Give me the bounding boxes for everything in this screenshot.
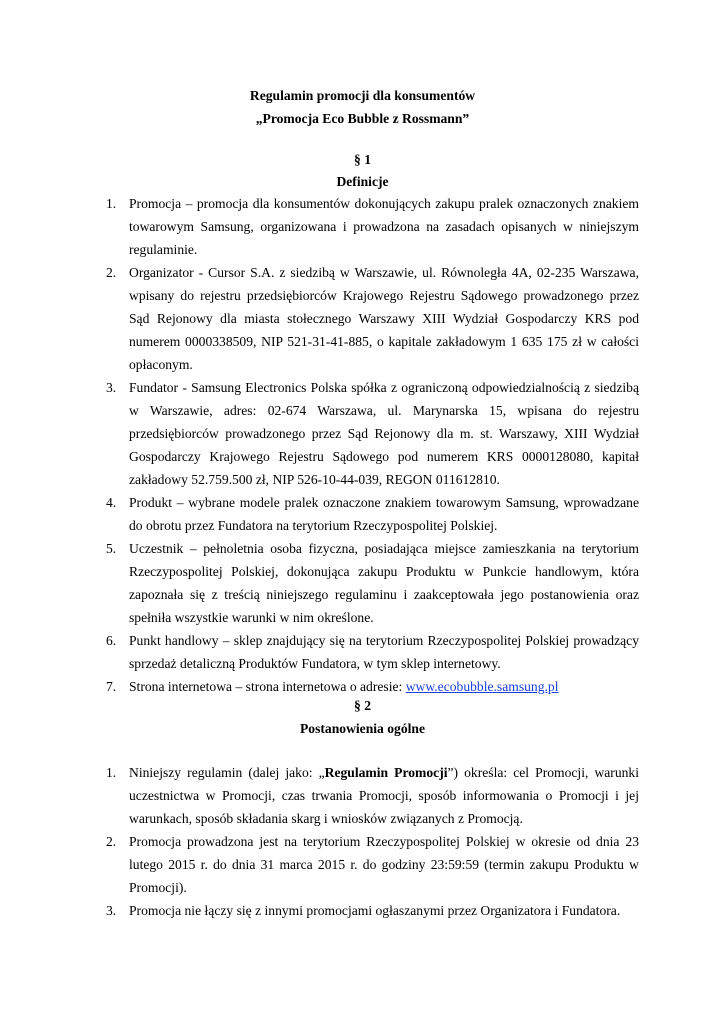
item-number: 3. — [106, 380, 117, 395]
list-item — [0, 537, 639, 629]
section-2-number: § 2 — [354, 698, 371, 713]
general-provisions-list — [0, 761, 725, 922]
item-text: ”) określa: cel Promocji, warunki uczestnictwa w Promocji, czas trwania Promocji, sposób informowania o Promocji i jej warunkach, sposób składania skarg i wniosków związanych z Promocją. — [129, 765, 639, 826]
list-item — [0, 192, 639, 261]
item-number: 1. — [106, 196, 117, 211]
list-item — [0, 491, 639, 537]
list-item — [0, 629, 639, 675]
item-number: 3. — [106, 903, 117, 918]
item-text: Fundator - Samsung Electronics Polska spółka z ograniczoną odpowiedzialnością z siedzibą w Warszawie, adres: 02-674 Warszawa, ul. Marynarska 15, wpisana do rejestru przedsiębiorców prowadzonego przez Sąd Rejonowy dla m. st. Warszawy, XIII Wydział Gospodarczy Krajowego Rejestru Sądowego pod numerem KRS 0000128080, kapitał zakładowy 52.759.500 zł, NIP 526-10-44-039, REGON 011612810. — [129, 380, 639, 487]
website-link[interactable]: www.ecobubble.samsung.pl — [405, 679, 559, 694]
item-text: Promocja prowadzona jest na terytorium Rzeczypospolitej Polskiej w okresie od dnia 23 lutego 2015 r. do dnia 31 marca 2015 r. do godziny 23:59:59 (termin zakupu Produktu w Promocji). — [129, 834, 639, 895]
item-number: 4. — [106, 495, 117, 510]
item-number: 7. — [106, 679, 117, 694]
item-text: Uczestnik – pełnoletnia osoba fizyczna, posiadająca miejsce zamieszkania na terytorium Rzeczypospolitej Polskiej, dokonująca zakupu Produktu w Punkcie handlowym, która zapoznała się z treścią niniejszego regulaminu i zaakceptowała jego postanowienia oraz spełniła wszystkie warunki w nim określone. — [129, 541, 639, 625]
item-number: 2. — [106, 834, 117, 849]
item-number: 6. — [106, 633, 117, 648]
item-bold-term: Regulamin Promocji — [324, 765, 448, 780]
definitions-list — [0, 192, 725, 698]
item-text: Produkt – wybrane modele pralek oznaczone znakiem towarowym Samsung, wprowadzane do obrotu przez Fundatora na terytorium Rzeczypospolitej Polskiej. — [129, 495, 639, 533]
list-item — [0, 376, 639, 491]
item-text: Promocja – promocja dla konsumentów dokonujących zakupu pralek oznaczonych znakiem towarowym Samsung, organizowana i prowadzona na zasadach opisanych w niniejszym regulaminie. — [129, 196, 639, 257]
item-text: Strona internetowa – strona internetowa o adresie: — [129, 679, 406, 694]
list-item — [0, 761, 639, 830]
item-text: Punkt handlowy – sklep znajdujący się na terytorium Rzeczypospolitej Polskiej prowadzący sprzedaż detaliczną Produktów Fundatora, w tym sklep internetowy. — [129, 633, 639, 671]
document-subtitle: „Promocja Eco Bubble z Rossmann” — [255, 111, 470, 126]
item-text: Niniejszy regulamin (dalej jako: „ — [129, 765, 325, 780]
document-title: Regulamin promocji dla konsumentów — [249, 88, 476, 103]
section-1-number: § 1 — [354, 152, 371, 167]
item-text: Promocja nie łączy się z innymi promocjami ogłaszanymi przez Organizatora i Fundatora. — [129, 903, 621, 918]
item-number: 1. — [106, 765, 117, 780]
list-item — [0, 830, 639, 899]
section-1-title: Definicje — [336, 174, 389, 189]
list-item — [0, 899, 639, 922]
item-number: 2. — [106, 265, 117, 280]
list-item — [0, 261, 639, 376]
item-number: 5. — [106, 541, 117, 556]
section-2-title: Postanowienia ogólne — [300, 721, 425, 736]
item-text: Organizator - Cursor S.A. z siedzibą w Warszawie, ul. Równoległa 4A, 02-235 Warszawa, wpisany do rejestru przedsiębiorców Krajowego Rejestru Sądowego prowadzonego przez Sąd Rejonowy dla miasta stołecznego Warszawy XIII Wydział Gospodarczy KRS pod numerem 0000338509, NIP 521-31-41-885, o kapitale zakładowym 1 635 175 zł w całości opłaconym. — [129, 265, 639, 372]
